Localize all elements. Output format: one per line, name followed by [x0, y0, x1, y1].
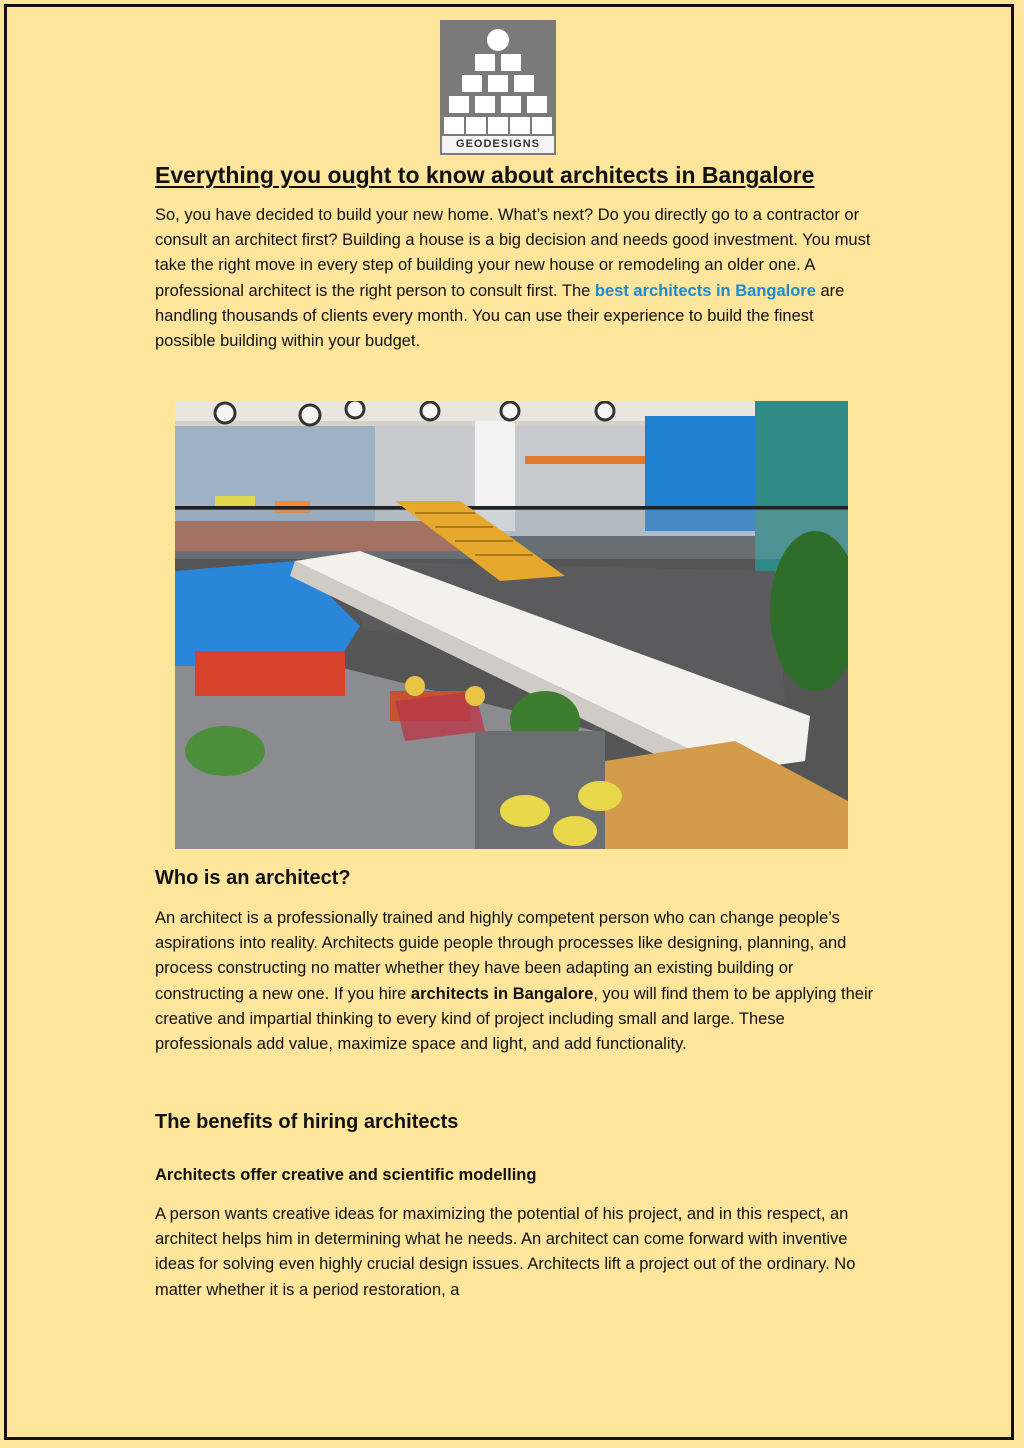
office-interior-photo: [175, 401, 848, 849]
intro-text-end: are handling thousands of clients every month. You can use their experience to build the finest possible building within your budget.: [155, 281, 845, 351]
intro-paragraph: [155, 203, 875, 354]
architects-bangalore-bold: architects in Bangalore: [410, 984, 594, 1003]
who-paragraph: [155, 906, 875, 1057]
geodesigns-logo: [440, 20, 556, 155]
who-text-start: An architect is a professionally trained and highly competent person who can change people’s aspirations into reality. Architects guide people through processes like designing, planning, and process constructing no matter whether they have been adapting an existing building or constructing a new one. If you hire: [155, 909, 847, 1003]
benefits-paragraph: A person wants creative ideas for maximizing the potential of his project, and in this respect, an architect helps him in determining what he needs. An architect can come forward with inventive ideas for solving even highly crucial design issues. Architects lift a project out of the ordinary. No matter whether it is a period restoration, a: [155, 1205, 856, 1299]
intro-text-start: So, you have decided to build your new home. What’s next? Do you directly go to a contractor or consult an architect first? Building a house is a big decision and needs good investment. You must take the right move in every step of building your new house or remodeling an older one. A professional architect is the right person to consult first. The: [155, 206, 871, 300]
best-architects-link[interactable]: best architects in Bangalore: [594, 281, 816, 300]
page-title: Everything you ought to know about architects in Bangalore: [155, 162, 815, 188]
section-heading-benefits: The benefits of hiring architects: [155, 1111, 459, 1133]
section-heading-who: Who is an architect?: [155, 867, 351, 889]
who-text-end: , you will find them to be applying their creative and impartial thinking to every kind of project including small and large. These professionals add value, maximize space and light, and add functionality.: [155, 984, 874, 1054]
logo-blocks-icon: [440, 20, 556, 155]
logo-wordmark: GEODESIGNS: [442, 136, 554, 153]
subheading-creative-modelling: Architects offer creative and scientific modelling: [155, 1166, 537, 1184]
